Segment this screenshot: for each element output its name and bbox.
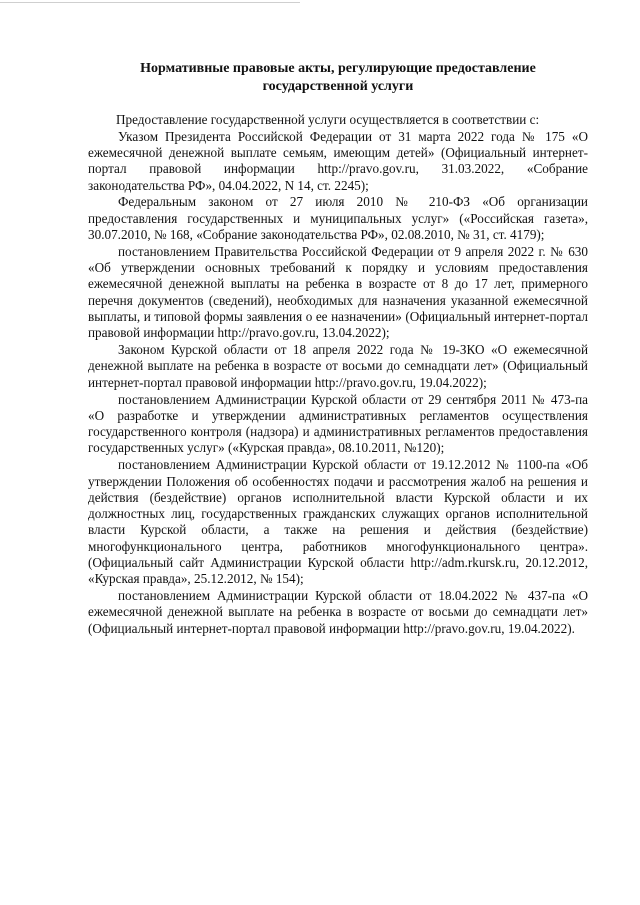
document-title — [88, 60, 588, 96]
paragraph-kursk-resolution-437: постановлением Администрации Курской области от 18.04.2022 № 437-па «О ежемесячной денежной выплате на ребенка в возрасте от восьми до семнадцати лет» (Официальный интернет-портал правовой информации http://pravo.gov.ru, 19.04.2022). — [88, 588, 588, 636]
scan-edge-line — [0, 2, 300, 3]
paragraph-kursk-law: Законом Курской области от 18 апреля 2022 года № 19-ЗКО «О ежемесячной денежной выплате на ребенка в возрасте от восьми до семнадцати лет» (Официальный интернет-портал правовой информации http://pravo.gov.ru, 19.04.2022); — [88, 342, 588, 390]
paragraph-kursk-resolution-473: постановлением Администрации Курской области от 29 сентября 2011 № 473-па «О разработке и утверждении административных регламентов осуществления государственного контроля (надзора) и административных регламентов предоставления государственных услуг» («Курская правда», 08.10.2011, №120); — [88, 391, 588, 456]
paragraph-government-resolution: постановлением Правительства Российской Федерации от 9 апреля 2022 г. № 630 «Об утверждении основных требований к порядку и условиям предоставления ежемесячной денежной выплаты на ребенка в возрасте от 8 до 17 лет, примерного перечня документов (сведений), необходимых для назначения указанной ежемесячной выплаты, и типовой формы заявления о ее назначении» (Официальный интернет-портал правовой информации http://pravo.gov.ru, 13.04.2022); — [88, 243, 588, 341]
title-line-1: Нормативные правовые акты, регулирующие предоставление — [140, 61, 536, 76]
paragraph-presidential-decree: Указом Президента Российской Федерации от 31 марта 2022 года № 175 «О ежемесячной денежной выплате семьям, имеющим детей» (Официальный интернет-портал правовой информации http://pravo.gov.ru, 31.03.2022, «Собрание законодательства РФ», 04.04.2022, N 14, ст. 2245); — [88, 128, 588, 193]
paragraph-kursk-resolution-1100: постановлением Администрации Курской области от 19.12.2012 № 1100-па «Об утверждении Положения об особенностях подачи и рассмотрения жалоб на решения и действия (бездействие) органов исполнительной власти Курской области и их должностных лиц, государственных гражданских служащих органов исполнительной власти Курской области, а также на решения и действия (бездействие) многофункционального центра, работников многофункционального центра». (Официальный сайт Администрации Курской области http://adm.rkursk.ru, 20.12.2012, «Курская правда», 25.12.2012, № 154); — [88, 457, 588, 587]
paragraph-federal-law: Федеральным законом от 27 июля 2010 № 210-ФЗ «Об организации предоставления государственных и муниципальных услуг» («Российская газета», 30.07.2010, № 168, «Собрание законодательства РФ», 02.08.2010, № 31, ст. 4179); — [88, 194, 588, 243]
intro-paragraph: Предоставление государственной услуги осуществляется в соответствии с: — [116, 112, 540, 127]
title-line-2: государственной услуги — [262, 79, 414, 94]
